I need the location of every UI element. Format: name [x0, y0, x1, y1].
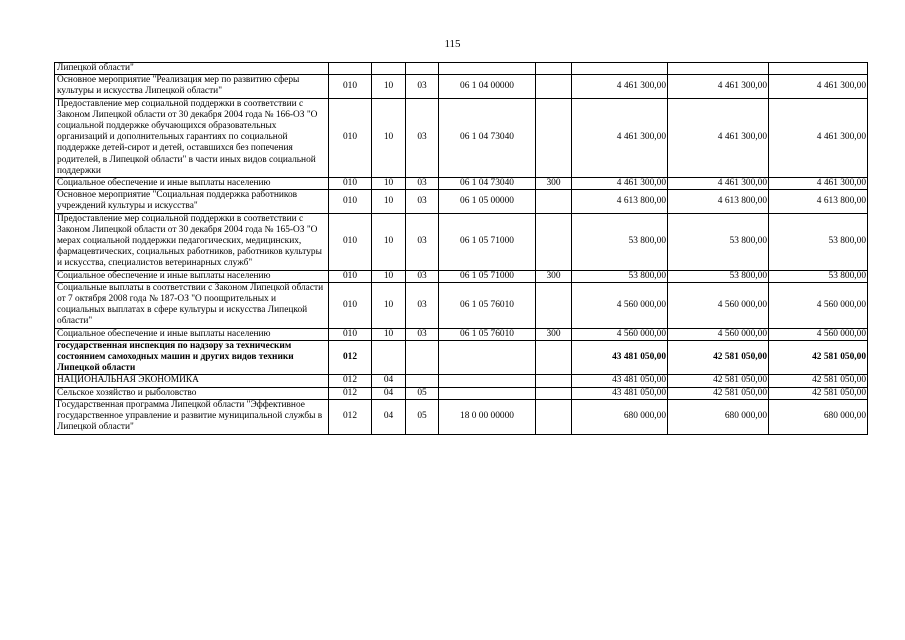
subsection-code-cell: 05	[406, 387, 439, 399]
target-article-cell	[439, 63, 536, 75]
section-code-cell: 10	[372, 328, 406, 340]
amount-year2-cell: 42 581 050,00	[668, 387, 769, 399]
amount-year1-cell: 4 461 300,00	[572, 98, 668, 177]
expense-type-cell	[536, 399, 572, 434]
row-name-cell: Липецкой области"	[55, 63, 329, 75]
subsection-code-cell: 03	[406, 75, 439, 98]
section-code-cell: 10	[372, 282, 406, 328]
amount-year3-cell: 42 581 050,00	[769, 387, 868, 399]
amount-year2-cell: 42 581 050,00	[668, 340, 769, 375]
table-row	[55, 178, 868, 190]
target-article-cell: 06 1 05 76010	[439, 282, 536, 328]
amount-year2-cell: 4 560 000,00	[668, 328, 769, 340]
table-row	[55, 213, 868, 270]
expense-type-cell: 300	[536, 328, 572, 340]
table-row	[55, 387, 868, 399]
admin-code-cell: 010	[329, 98, 372, 177]
amount-year2-cell: 4 461 300,00	[668, 178, 769, 190]
target-article-cell: 06 1 05 76010	[439, 328, 536, 340]
table-row	[55, 282, 868, 328]
expense-type-cell	[536, 75, 572, 98]
admin-code-cell: 012	[329, 399, 372, 434]
amount-year1-cell: 4 461 300,00	[572, 75, 668, 98]
section-code-cell: 10	[372, 178, 406, 190]
section-code-cell: 10	[372, 213, 406, 270]
target-article-cell	[439, 340, 536, 375]
expense-type-cell	[536, 63, 572, 75]
row-name-cell: Социальное обеспечение и иные выплаты населению	[55, 178, 329, 190]
section-code-cell: 04	[372, 387, 406, 399]
amount-year3-cell: 4 461 300,00	[769, 98, 868, 177]
row-name-cell: Государственная программа Липецкой области "Эффективное государственное управление и развитие муниципальной службы в Липецкой области"	[55, 399, 329, 434]
target-article-cell: 06 1 04 73040	[439, 98, 536, 177]
table-body	[55, 63, 868, 435]
amount-year1-cell: 4 461 300,00	[572, 178, 668, 190]
amount-year2-cell: 4 560 000,00	[668, 282, 769, 328]
section-code-cell: 10	[372, 270, 406, 282]
admin-code-cell: 012	[329, 375, 372, 387]
target-article-cell: 18 0 00 00000	[439, 399, 536, 434]
table-row	[55, 75, 868, 98]
admin-code-cell: 010	[329, 328, 372, 340]
admin-code-cell: 010	[329, 213, 372, 270]
amount-year2-cell: 680 000,00	[668, 399, 769, 434]
table-row	[55, 399, 868, 434]
amount-year3-cell: 53 800,00	[769, 213, 868, 270]
page-number: 115	[444, 38, 461, 50]
amount-year2-cell: 42 581 050,00	[668, 375, 769, 387]
target-article-cell	[439, 387, 536, 399]
expense-type-cell: 300	[536, 270, 572, 282]
subsection-code-cell: 03	[406, 190, 439, 213]
admin-code-cell: 012	[329, 340, 372, 375]
target-article-cell: 06 1 04 73040	[439, 178, 536, 190]
amount-year1-cell: 680 000,00	[572, 399, 668, 434]
target-article-cell: 06 1 05 00000	[439, 190, 536, 213]
table-row	[55, 98, 868, 177]
row-name-cell: Предоставление мер социальной поддержки в соответствии с Законом Липецкой области от 30 декабря 2004 года № 165-ОЗ "О мерах социальной поддержки педагогических, медицинских, фармацевтических, социальных работников, работников культуры и искусства, специалистов ветеринарных служб"	[55, 213, 329, 270]
admin-code-cell: 010	[329, 75, 372, 98]
amount-year1-cell: 4 613 800,00	[572, 190, 668, 213]
amount-year3-cell	[769, 63, 868, 75]
row-name-cell: Социальное обеспечение и иные выплаты населению	[55, 328, 329, 340]
subsection-code-cell: 03	[406, 282, 439, 328]
section-code-cell: 10	[372, 98, 406, 177]
amount-year2-cell	[668, 63, 769, 75]
section-code-cell: 04	[372, 375, 406, 387]
row-name-cell: НАЦИОНАЛЬНАЯ ЭКОНОМИКА	[55, 375, 329, 387]
table-row	[55, 328, 868, 340]
amount-year3-cell: 4 560 000,00	[769, 328, 868, 340]
amount-year1-cell	[572, 63, 668, 75]
target-article-cell: 06 1 05 71000	[439, 213, 536, 270]
subsection-code-cell: 03	[406, 328, 439, 340]
admin-code-cell: 010	[329, 190, 372, 213]
expense-type-cell	[536, 282, 572, 328]
subsection-code-cell: 03	[406, 98, 439, 177]
amount-year1-cell: 4 560 000,00	[572, 282, 668, 328]
amount-year3-cell: 53 800,00	[769, 270, 868, 282]
row-name-cell: Социальное обеспечение и иные выплаты населению	[55, 270, 329, 282]
expense-type-cell	[536, 375, 572, 387]
expense-type-cell	[536, 98, 572, 177]
admin-code-cell	[329, 63, 372, 75]
amount-year3-cell: 42 581 050,00	[769, 375, 868, 387]
amount-year3-cell: 4 613 800,00	[769, 190, 868, 213]
subsection-code-cell: 05	[406, 399, 439, 434]
amount-year3-cell: 680 000,00	[769, 399, 868, 434]
subsection-code-cell	[406, 63, 439, 75]
amount-year2-cell: 53 800,00	[668, 270, 769, 282]
admin-code-cell: 012	[329, 387, 372, 399]
subsection-code-cell	[406, 375, 439, 387]
amount-year3-cell: 4 560 000,00	[769, 282, 868, 328]
expense-type-cell	[536, 213, 572, 270]
amount-year3-cell: 4 461 300,00	[769, 178, 868, 190]
section-code-cell	[372, 340, 406, 375]
admin-code-cell: 010	[329, 270, 372, 282]
subsection-code-cell	[406, 340, 439, 375]
amount-year2-cell: 4 461 300,00	[668, 98, 769, 177]
subsection-code-cell: 03	[406, 270, 439, 282]
section-code-cell: 10	[372, 75, 406, 98]
row-name-cell: государственная инспекция по надзору за техническим состоянием самоходных машин и других видов техники Липецкой области	[55, 340, 329, 375]
row-name-cell: Предоставление мер социальной поддержки в соответствии с Законом Липецкой области от 30 декабря 2004 года № 166-ОЗ "О социальной поддержке обучающихся образовательных организаций и дополнительных гарантиях по социальной поддержке детей-сирот и детей, оставшихся без попечения родителей, в Липецкой области" в части иных видов социальной поддержки	[55, 98, 329, 177]
section-code-cell	[372, 63, 406, 75]
admin-code-cell: 010	[329, 178, 372, 190]
amount-year3-cell: 42 581 050,00	[769, 340, 868, 375]
amount-year1-cell: 53 800,00	[572, 213, 668, 270]
expense-type-cell: 300	[536, 178, 572, 190]
amount-year1-cell: 43 481 050,00	[572, 387, 668, 399]
amount-year1-cell: 43 481 050,00	[572, 375, 668, 387]
budget-table	[54, 62, 868, 435]
table-row	[55, 375, 868, 387]
amount-year2-cell: 4 613 800,00	[668, 190, 769, 213]
amount-year1-cell: 43 481 050,00	[572, 340, 668, 375]
subsection-code-cell: 03	[406, 178, 439, 190]
section-code-cell: 10	[372, 190, 406, 213]
row-name-cell: Основное мероприятие "Социальная поддержка работников учреждений культуры и искусства"	[55, 190, 329, 213]
row-name-cell: Социальные выплаты в соответствии с Законом Липецкой области от 7 октября 2008 года № 187-ОЗ "О поощрительных и социальных выплатах в сфере культуры и искусства Липецкой области"	[55, 282, 329, 328]
target-article-cell: 06 1 04 00000	[439, 75, 536, 98]
expense-type-cell	[536, 387, 572, 399]
table-row	[55, 190, 868, 213]
row-name-cell: Основное мероприятие "Реализация мер по развитию сферы культуры и искусства Липецкой области"	[55, 75, 329, 98]
amount-year1-cell: 4 560 000,00	[572, 328, 668, 340]
amount-year2-cell: 53 800,00	[668, 213, 769, 270]
admin-code-cell: 010	[329, 282, 372, 328]
row-name-cell: Сельское хозяйство и рыболовство	[55, 387, 329, 399]
expense-type-cell	[536, 340, 572, 375]
amount-year2-cell: 4 461 300,00	[668, 75, 769, 98]
amount-year3-cell: 4 461 300,00	[769, 75, 868, 98]
table-row	[55, 270, 868, 282]
section-code-cell: 04	[372, 399, 406, 434]
expense-type-cell	[536, 190, 572, 213]
subsection-code-cell: 03	[406, 213, 439, 270]
table-row	[55, 63, 868, 75]
target-article-cell: 06 1 05 71000	[439, 270, 536, 282]
target-article-cell	[439, 375, 536, 387]
table-row	[55, 340, 868, 375]
amount-year1-cell: 53 800,00	[572, 270, 668, 282]
